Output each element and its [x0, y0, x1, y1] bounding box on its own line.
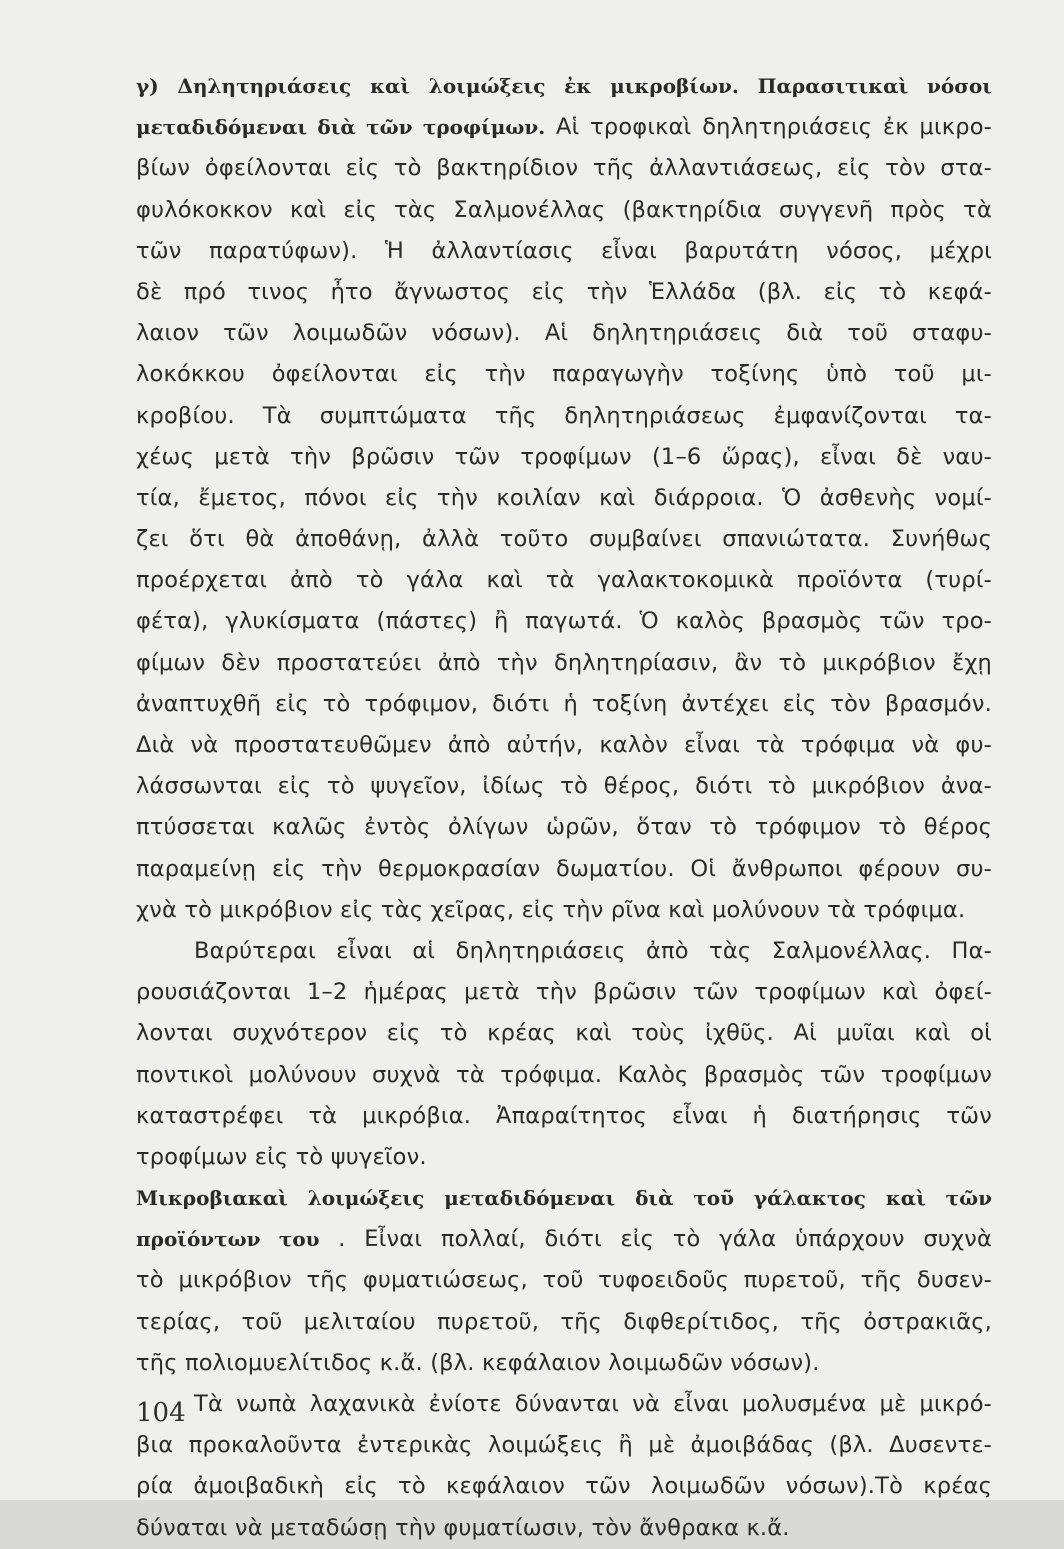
line-text: κροβίου. Τὰ συμπτώματα τῆς δηλητηριάσεως ἐμφανίζονται τα- — [136, 402, 992, 429]
text-line — [136, 396, 992, 437]
bold-heading-text: Μικροβιακαὶ λοιμώξεις μεταδιδόμεναι διὰ τοῦ γάλακτος καὶ τῶν — [136, 1186, 992, 1211]
line-text: Διὰ νὰ προστατευθῶμεν ἀπὸ αὐτήν, καλὸν εἶναι τὰ τρόφιμα νὰ φυ- — [136, 732, 992, 758]
line-text: βίων ὀφείλονται εἰς τὸ βακτηρίδιον τῆς ἀλλαντιάσεως, εἰς τὸν στα- — [136, 155, 992, 182]
line-text: Τὰ νωπὰ λαχανικὰ ἐνίοτε δύνανται νὰ εἶναι μολυσμένα μὲ μικρό- — [194, 1391, 992, 1417]
line-text: ποντικοὶ μολύνουν συχνὰ τὰ τρόφιμα. Καλὸς βρασμὸς τῶν τροφίμων — [136, 1061, 992, 1088]
line-text: δὲ πρό τινος ἦτο ἄγνωστος εἰς τὴν Ἑλλάδα (βλ. εἰς τὸ κεφά- — [136, 278, 992, 305]
line-text: . Εἶναι πολλαί, διότι εἰς τὸ γάλα ὑπάρχουν συχνὰ — [319, 1226, 992, 1253]
text-line — [136, 1096, 992, 1137]
line-text: τροφίμων εἰς τὸ ψυγεῖον. — [136, 1143, 427, 1170]
text-line — [136, 643, 992, 684]
text-line — [136, 725, 992, 766]
line-text: φυλόκοκκον καὶ εἰς τὰς Σαλμονέλλας (βακτηρίδια συγγενῆ πρὸς τὰ — [136, 196, 992, 223]
line-text: χέως μετὰ τὴν βρῶσιν τῶν τροφίμων (1–6 ὥρας), εἶναι δὲ ναυ- — [136, 443, 992, 470]
text-line — [136, 972, 992, 1013]
body-text — [136, 66, 992, 1549]
text-line — [136, 1178, 992, 1219]
line-text: παραμείνῃ εἰς τὴν θερμοκρασίαν δωματίου. Οἱ ἄνθρωποι φέρουν συ- — [136, 855, 992, 882]
text-line — [136, 807, 992, 848]
text-line — [136, 1343, 992, 1384]
text-line — [136, 66, 992, 107]
text-line — [136, 849, 992, 890]
text-line — [136, 437, 992, 478]
line-text: βια προκαλοῦντα ἐντερικὰς λοιμώξεις ἢ μὲ ἀμοιβάδας (βλ. Δυσεντε- — [136, 1432, 992, 1459]
text-line — [136, 1137, 992, 1178]
text-line — [136, 107, 992, 148]
line-text: ρουσιάζονται 1–2 ἡμέρας μετὰ τὴν βρῶσιν τῶν τροφίμων καὶ ὀφεί- — [136, 979, 992, 1006]
line-text: τῆς πολιομυελίτιδος κ.ἄ. (βλ. κεφάλαιον λοιμωδῶν νόσων). — [136, 1349, 820, 1376]
bold-heading-text: μεταδιδόμεναι διὰ τῶν τροφίμων. — [136, 115, 546, 140]
text-line — [136, 890, 992, 931]
line-text: φίμων δὲν προστατεύει ἀπὸ τὴν δηλητηρίασιν, ἂν τὸ μικρόβιον ἔχῃ — [136, 649, 992, 676]
line-text: ρία ἀμοιβαδικὴ εἰς τὸ κεφάλαιον τῶν λοιμωδῶν νόσων).Τὸ κρέας — [136, 1473, 992, 1500]
line-text: ζει ὅτι θὰ ἀποθάνῃ, ἀλλὰ τοῦτο συμβαίνει σπανιώτατα. Συνήθως — [136, 526, 992, 553]
text-line — [136, 601, 992, 642]
text-line — [136, 560, 992, 601]
text-line — [136, 684, 992, 725]
text-line — [136, 148, 992, 189]
line-text: χνὰ τὸ μικρόβιον εἰς τὰς χεῖρας, εἰς τὴν ρῖνα καὶ μολύνουν τὰ τρόφιμα. — [136, 896, 966, 923]
text-line — [136, 231, 992, 272]
line-text: τῶν παρατύφων). Ἡ ἀλλαντίασις εἶναι βαρυτάτη νόσος, μέχρι — [136, 237, 992, 264]
line-text: λοκόκκου ὀφείλονται εἰς τὴν παραγωγὴν τοξίνης ὑπὸ τοῦ μι- — [136, 361, 992, 388]
text-line — [136, 478, 992, 519]
line-text: Αἱ τροφικαὶ δηλητηριάσεις ἐκ μικρο- — [545, 114, 992, 141]
text-line — [136, 272, 992, 313]
text-line — [136, 1508, 992, 1549]
text-line — [136, 1013, 992, 1054]
line-text: πτύσσεται καλῶς ἐντὸς ὀλίγων ὡρῶν, ὅταν τὸ τρόφιμον τὸ θέρος — [136, 814, 992, 841]
line-text: καταστρέφει τὰ μικρόβια. Ἀπαραίτητος εἶναι ἡ διατήρησις τῶν — [136, 1102, 992, 1129]
text-line — [136, 1219, 992, 1260]
line-text: τὸ μικρόβιον τῆς φυματιώσεως, τοῦ τυφοειδοῦς πυρετοῦ, τῆς δυσεν- — [136, 1267, 992, 1294]
bold-heading-text: προϊόντων του — [136, 1227, 320, 1252]
text-line — [136, 766, 992, 807]
line-text: δύναται νὰ μεταδώσῃ τὴν φυματίωσιν, τὸν ἄνθρακα κ.ἄ. — [136, 1514, 790, 1541]
text-line — [136, 1384, 992, 1425]
text-line — [136, 931, 992, 972]
line-text: τία, ἔμετος, πόνοι εἰς τὴν κοιλίαν καὶ διάρροια. Ὁ ἀσθενὴς νομί- — [136, 484, 992, 511]
line-text: λαιον τῶν λοιμωδῶν νόσων). Αἱ δηλητηριάσεις διὰ τοῦ σταφυ- — [136, 320, 992, 347]
text-line — [136, 1466, 992, 1507]
text-line — [136, 1055, 992, 1096]
text-line — [136, 1425, 992, 1466]
page-number: 104 — [136, 1398, 186, 1428]
text-line — [136, 1260, 992, 1301]
line-text: λάσσωνται εἰς τὸ ψυγεῖον, ἰδίως τὸ θέρος, διότι τὸ μικρόβιον ἀνα- — [136, 773, 992, 800]
text-line — [136, 1302, 992, 1343]
line-text: Βαρύτεραι εἶναι αἱ δηλητηριάσεις ἀπὸ τὰς Σαλμονέλλας. Πα- — [194, 937, 992, 964]
text-line — [136, 190, 992, 231]
text-line — [136, 519, 992, 560]
text-line — [136, 354, 992, 395]
bold-heading-text: γ) Δηλητηριάσεις καὶ λοιμώξεις ἐκ μικροβίων. Παρασιτικαὶ νόσοι — [136, 74, 992, 98]
line-text: ἀναπτυχθῆ εἰς τὸ τρόφιμον, διότι ἡ τοξίνη ἀντέχει εἰς τὸν βρασμόν. — [136, 690, 992, 717]
line-text: τερίας, τοῦ μελιταίου πυρετοῦ, τῆς διφθερίτιδος, τῆς ὀστρακιᾶς, — [136, 1308, 992, 1335]
line-text: προέρχεται ἀπὸ τὸ γάλα καὶ τὰ γαλακτοκομικὰ προϊόντα (τυρί- — [136, 567, 992, 594]
text-line — [136, 313, 992, 354]
line-text: φέτα), γλυκίσματα (πάστες) ἢ παγωτά. Ὁ καλὸς βρασμὸς τῶν τρο- — [136, 608, 992, 635]
line-text: λονται συχνότερον εἰς τὸ κρέας καὶ τοὺς ἰχθῦς. Αἱ μυῖαι καὶ οἱ — [136, 1020, 992, 1047]
